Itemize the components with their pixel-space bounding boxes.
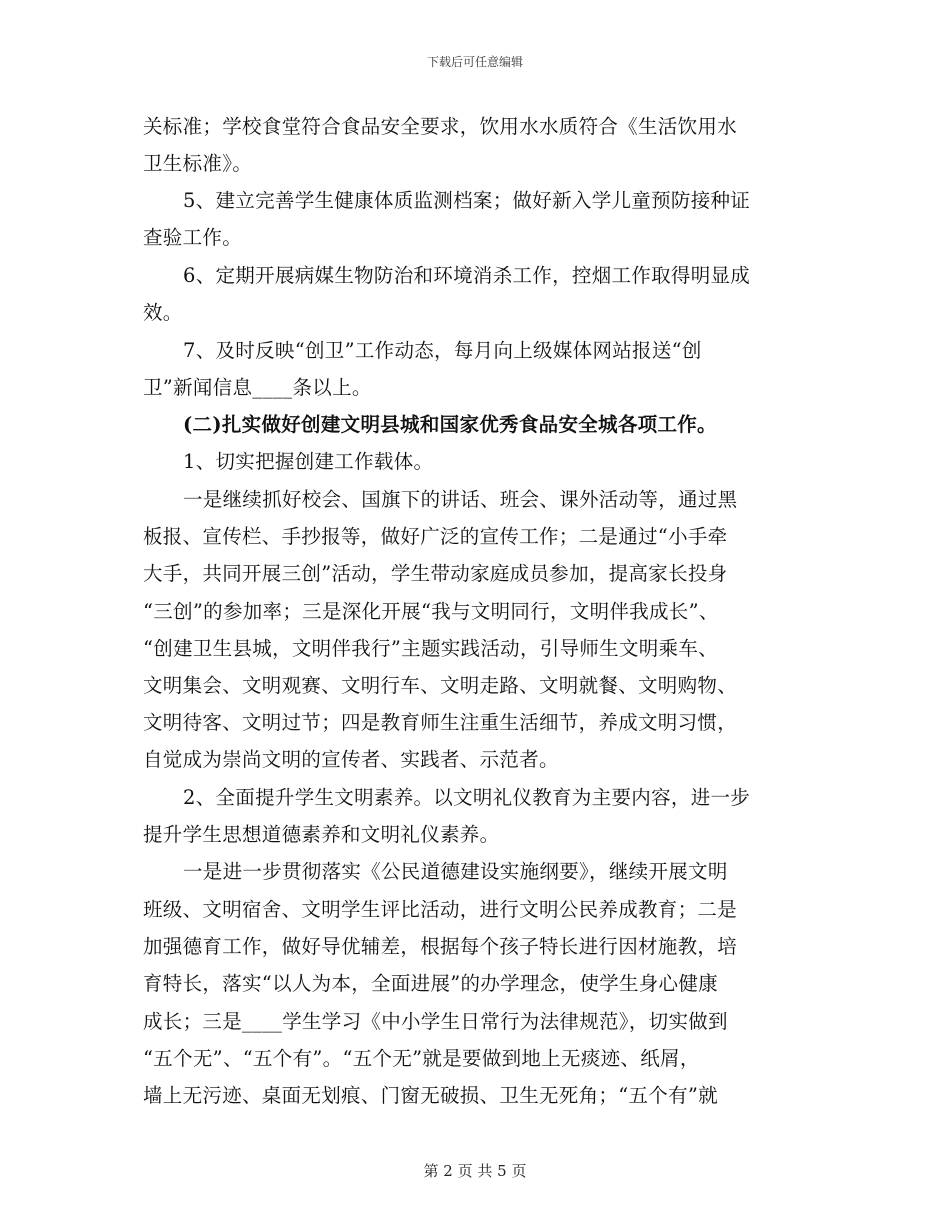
- list-item-5: 5、建立完善学生健康体质监测档案；做好新入学儿童预防接种证: [183, 189, 751, 212]
- body-line: 文明集会、文明观赛、文明行车、文明走路、文明就餐、文明购物、: [143, 674, 738, 697]
- body-line: 一是继续抓好校会、国旗下的讲话、班会、课外活动等，通过黑: [183, 488, 738, 511]
- body-line: 卫”新闻信息____条以上。: [143, 376, 372, 399]
- body-line: 育特长，落实“以人为本，全面进展”的办学理念，使学生身心健康: [143, 972, 718, 995]
- body-line: 文明待客、文明过节；四是教育师生注重生活细节，养成文明习惯，: [143, 711, 738, 734]
- body-line: 板报、宣传栏、手抄报等，做好广泛的宣传工作；二是通过“小手牵: [143, 525, 728, 548]
- body-line: 查验工作。: [143, 226, 243, 249]
- section-heading: (二)扎实做好创建文明县城和国家优秀食品安全城各项工作。: [183, 413, 717, 436]
- list-item-6: 6、定期开展病媒生物防治和环境消杀工作，控烟工作取得明显成: [183, 264, 751, 287]
- body-line: “创建卫生县城，文明伴我行”主题实践活动，引导师生文明乘车、: [143, 637, 718, 660]
- page-header: 下载后可任意编辑: [426, 55, 523, 69]
- body-line: 加强德育工作，做好导优辅差，根据每个孩子特长进行因材施教，培: [143, 935, 738, 958]
- body-line: “三创”的参加率；三是深化开展“我与文明同行，文明伴我成长”、: [143, 600, 719, 623]
- body-line: 大手，共同开展三创”活动，学生带动家庭成员参加，提高家长投身: [143, 562, 728, 585]
- body-line: 关标准；学校食堂符合食品安全要求，饮用水水质符合《生活饮用水: [143, 115, 738, 138]
- subsection-heading: 2、全面提升学生文明素养。以文明礼仪教育为主要内容，进一步: [183, 786, 751, 809]
- body-line: 成长；三是____学生学习《中小学生日常行为法律规范》，切实做到: [143, 1010, 728, 1033]
- page-number: 第 2 页 共 5 页: [423, 1162, 527, 1180]
- list-item-7: 7、及时反映“创卫”工作动态，每月向上级媒体网站报送“创: [183, 339, 702, 362]
- body-line: 一是进一步贯彻落实《公民道德建设实施纲要》，继续开展文明: [183, 860, 728, 883]
- body-line: 提升学生思想道德素养和文明礼仪素养。: [143, 823, 500, 846]
- body-line: “五个无”、“五个有”。“五个无”就是要做到地上无痰迹、纸屑，: [143, 1047, 700, 1070]
- body-line: 墙上无污迹、桌面无划痕、门窗无破损、卫生无死角；“五个有”就: [143, 1084, 718, 1107]
- body-line: 卫生标准》。: [143, 152, 253, 175]
- subsection-heading: 1、切实把握创建工作载体。: [183, 450, 434, 473]
- body-line: 自觉成为崇尚文明的宣传者、实践者、示范者。: [143, 748, 559, 771]
- body-line: 班级、文明宿舍、文明学生评比活动，进行文明公民养成教育；二是: [143, 898, 738, 921]
- body-line: 效。: [143, 301, 183, 324]
